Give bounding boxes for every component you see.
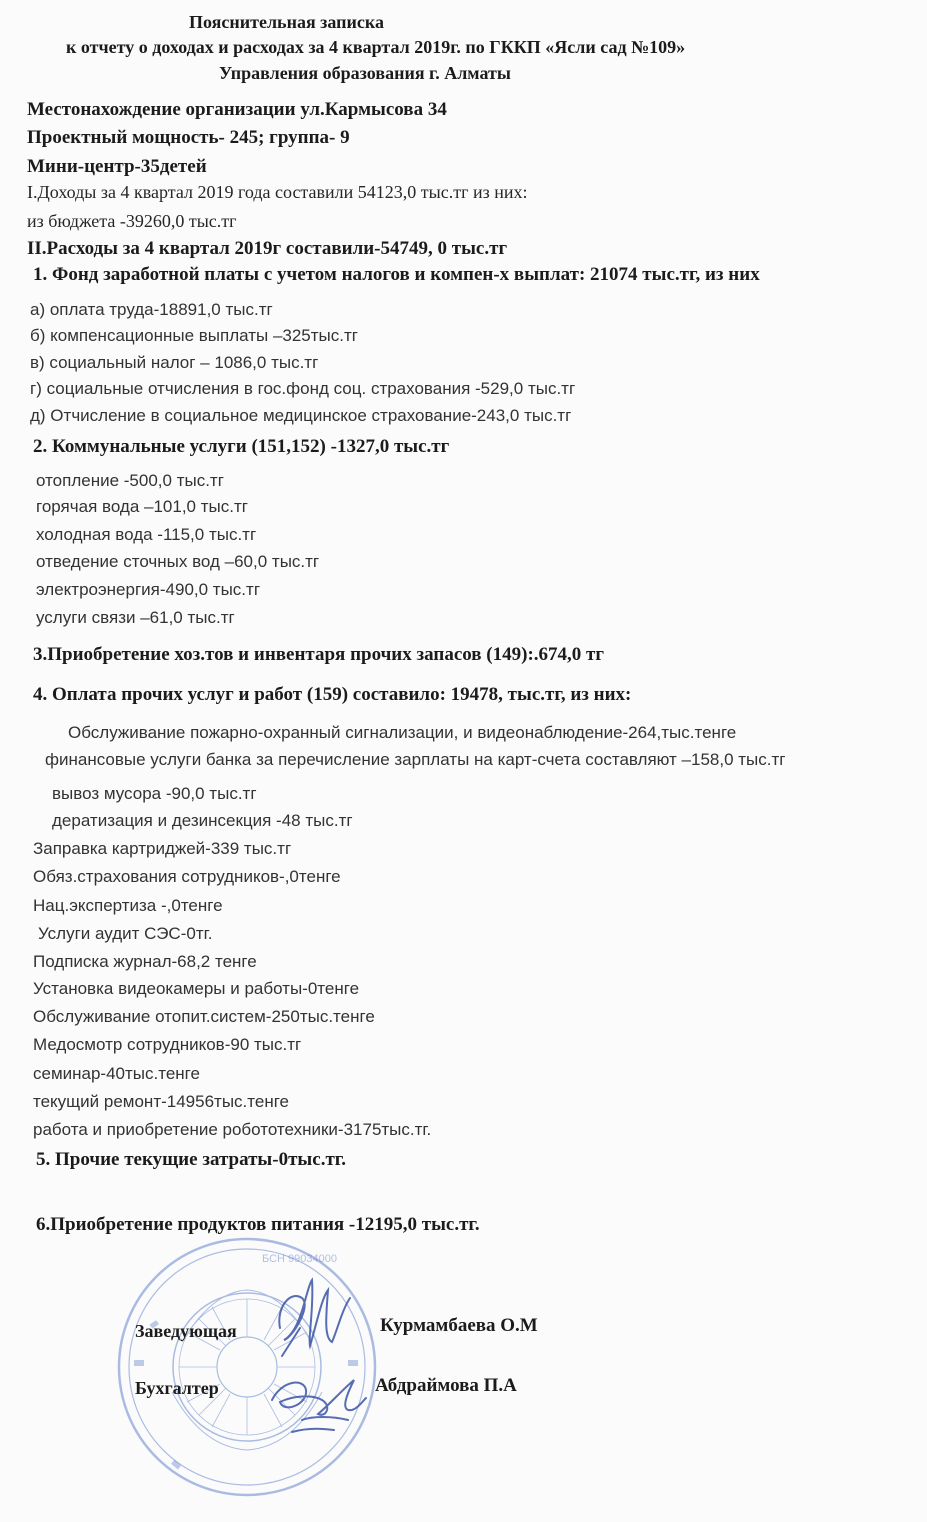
expenses-total: II.Расходы за 4 квартал 2019г составили-54749, 0 тыс.тг xyxy=(27,238,508,259)
utility-item: электроэнергия-490,0 тыс.тг xyxy=(36,580,261,599)
service-item: дератизация и дезинсекция -48 тыс.тг xyxy=(52,811,353,830)
service-item: работа и приобретение робототехники-3175тыс.тг. xyxy=(33,1120,432,1139)
service-item: Обслуживание отопит.систем-250тыс.тенге xyxy=(33,1007,375,1026)
salary-item: а) оплата труда-18891,0 тыс.тг xyxy=(30,300,273,319)
service-item: Обяз.страхования сотрудников-,0тенге xyxy=(33,867,341,886)
income-budget: из бюджета -39260,0 тыс.тг xyxy=(27,211,237,231)
utility-item: отопление -500,0 тыс.тг xyxy=(36,471,224,490)
salary-item: г) социальные отчисления в гос.фонд соц. страхования -529,0 тыс.тг xyxy=(30,379,576,398)
accountant-name: Абдраймова П.А xyxy=(375,1375,517,1396)
income-total: I.Доходы за 4 квартал 2019 года составили 54123,0 тыс.тг из них: xyxy=(27,182,528,202)
service-item: семинар-40тыс.тенге xyxy=(33,1064,200,1083)
head-name: Курмамбаева О.М xyxy=(380,1315,538,1336)
service-item: вывоз мусора -90,0 тыс.тг xyxy=(52,784,257,803)
head-signature xyxy=(262,1268,372,1363)
service-item: Обслуживание пожарно-охранный сигнализации, и видеонаблюдение-264,тыс.тенге xyxy=(68,723,737,742)
service-item: финансовые услуги банка за перечисление зарплаты на карт-счета составляют –158,0 тыс.тг xyxy=(45,750,786,769)
salary-item: д) Отчисление в социальное медицинское страхование-243,0 тыс.тг xyxy=(30,406,572,425)
service-item: Заправка картриджей-339 тыс.тг xyxy=(33,839,292,858)
service-item: Подписка журнал-68,2 тенге xyxy=(33,952,257,971)
service-item: Нац.экспертиза -,0тенге xyxy=(33,896,223,915)
capacity-line: Проектный мощность- 245; группа- 9 xyxy=(27,127,350,148)
head-title: Заведующая xyxy=(135,1321,237,1341)
service-item: текущий ремонт-14956тыс.тенге xyxy=(33,1092,289,1111)
service-item: Медосмотр сотрудников-90 тыс.тг xyxy=(33,1035,302,1054)
org-name: Управления образования г. Алматы xyxy=(219,63,511,83)
salary-item: б) компенсационные выплаты –325тыс.тг xyxy=(30,326,358,345)
service-item: Установка видеокамеры и работы-0тенге xyxy=(33,979,360,998)
utility-item: горячая вода –101,0 тыс.тг xyxy=(36,497,248,516)
doc-title: Пояснительная записка xyxy=(189,12,385,32)
service-item: Услуги аудит СЭС-0тг. xyxy=(38,924,213,943)
salary-fund-heading: 1. Фонд заработной платы с учетом налогов и компен-х выплат: 21074 тыс.тг, из них xyxy=(33,264,760,285)
food-heading: 6.Приобретение продуктов питания -12195,0 тыс.тг. xyxy=(36,1214,480,1235)
mini-center-line: Мини-центр-35детей xyxy=(27,156,207,177)
utilities-heading: 2. Коммунальные услуги (151,152) -1327,0 тыс.тг xyxy=(33,436,450,457)
inventory-heading: 3.Приобретение хоз.тов и инвентаря прочих запасов (149):.674,0 тг xyxy=(33,644,604,665)
location-line: Местонахождение организации ул.Кармысова 34 xyxy=(27,99,447,120)
utility-item: холодная вода -115,0 тыс.тг xyxy=(36,525,257,544)
utility-item: услуги связи –61,0 тыс.тг xyxy=(36,608,235,627)
current-costs-heading: 5. Прочие текущие затраты-0тыс.тг. xyxy=(36,1149,347,1170)
salary-item: в) социальный налог – 1086,0 тыс.тг xyxy=(30,353,319,372)
stamp-bin-text: БСН 99034000 xyxy=(262,1253,337,1265)
doc-subtitle: к отчету о доходах и расходах за 4 квартал 2019г. по ГККП «Ясли сад №109» xyxy=(66,37,686,57)
utility-item: отведение сточных вод –60,0 тыс.тг xyxy=(36,552,320,571)
accountant-title: Бухгалтер xyxy=(135,1378,219,1398)
other-services-heading: 4. Оплата прочих услуг и работ (159) составило: 19478, тыс.тг, из них: xyxy=(33,684,632,705)
accountant-signature xyxy=(262,1350,372,1440)
